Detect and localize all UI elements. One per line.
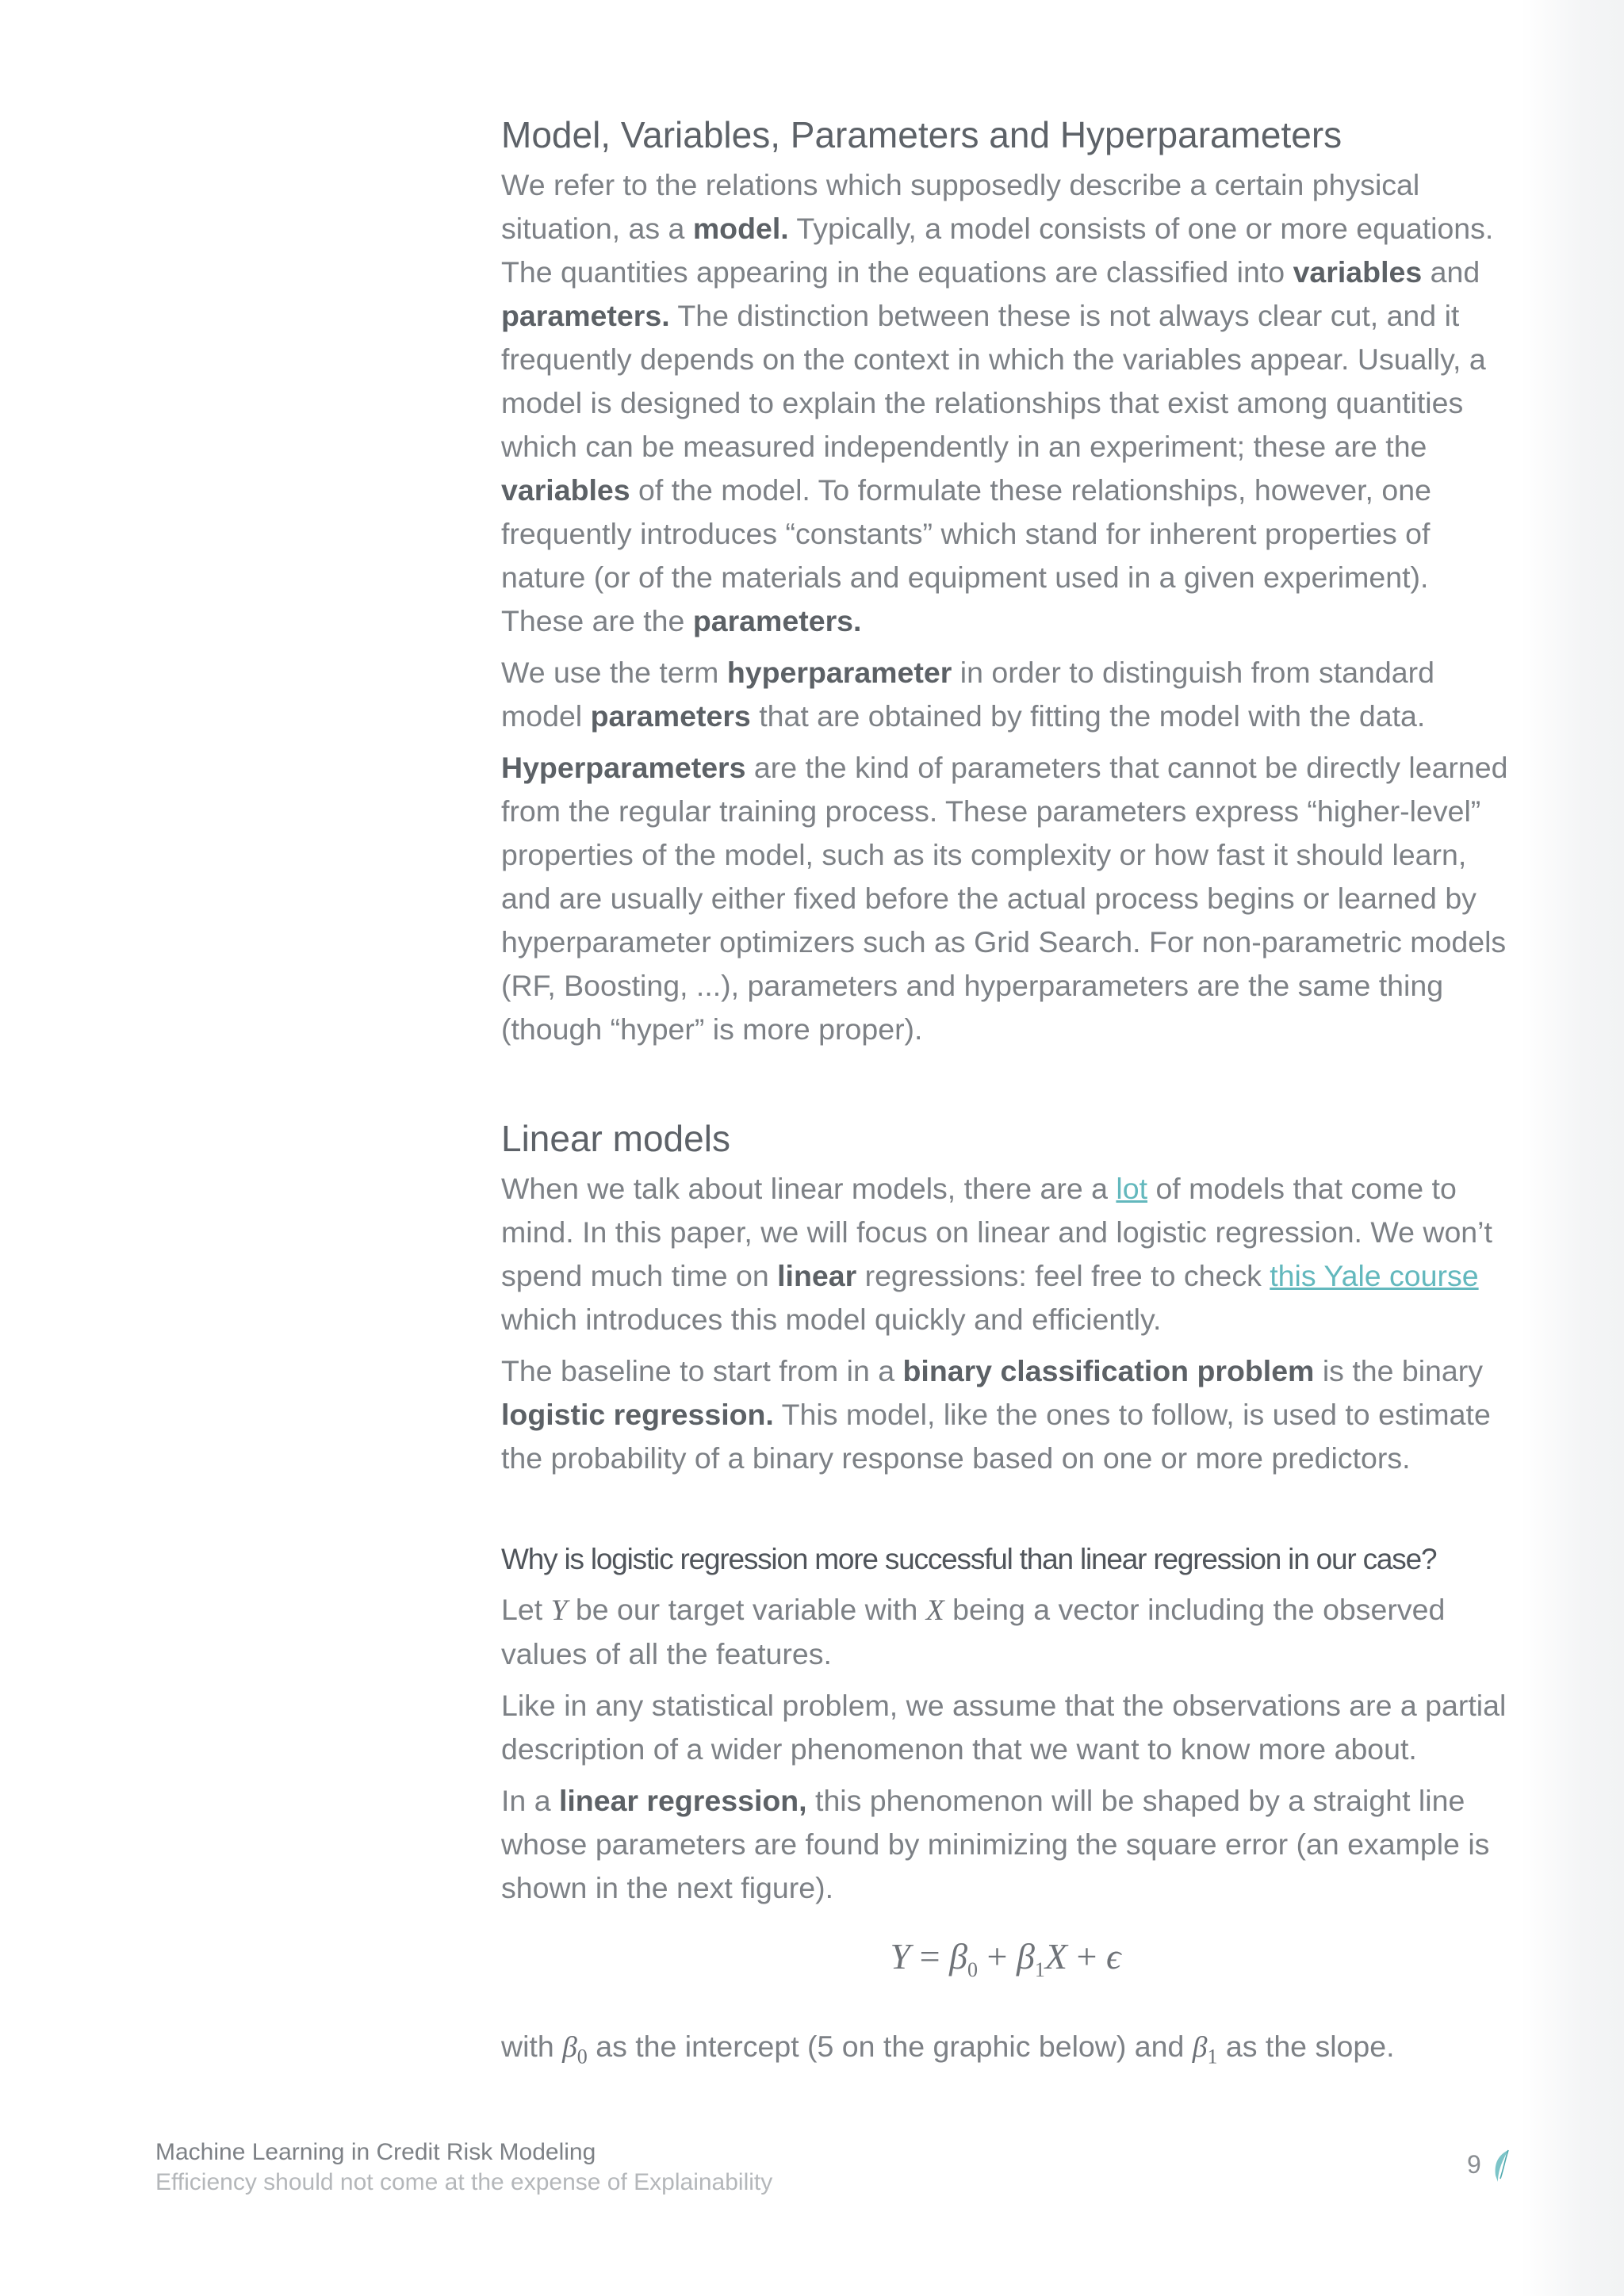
footer — [155, 2137, 772, 2198]
linear-regression-equation: $Y = \beta_0 + \beta_1X + \epsilon$ — [890, 1936, 1121, 1982]
math-beta-1: $\beta_1$ — [1192, 2031, 1218, 2068]
page-edge-shade — [1521, 0, 1624, 2296]
link-lot[interactable]: lot — [1116, 1172, 1148, 1205]
paragraph-statistical-problem: Like in any statistical problem, we assume that the observations are a partial description of a wider phenomenon that we want to know more about. — [501, 1689, 1507, 1766]
math-var-y: Y — [550, 1594, 568, 1627]
paragraph-model-definition: We refer to the relations which supposedly describe a certain physical situation, as a model. Typically, a model consists of one or more equations. The quantities appearing in the equations are classified into variables and parameters. The distinction between these is not always clear cut, and it frequently depends on the context in which the variables appear. Usually, a model is designed to explain the relationships that exist among quantities which can be measured independently in an experiment; these are the variables of the model. To formulate these relationships, however, one frequently introduces “constants” which stand for inherent properties of nature (or of the materials and equipment used in a given experiment). These are the parameters. — [501, 168, 1494, 637]
paragraph-target-variable: Let Y be our target variable with X being a vector including the observed values of all the features. — [501, 1593, 1446, 1670]
section-heading-model: Model, Variables, Parameters and Hyperparameters — [501, 114, 1342, 155]
math-beta-0: $\beta_0$ — [562, 2031, 588, 2068]
paragraph-baseline-logistic: The baseline to start from in a binary classification problem is the binary logistic regression. This model, like the ones to follow, is used to estimate the probability of a binary response based on one or more predictors. — [501, 1354, 1491, 1475]
paragraph-intercept-slope: with $\beta_0$ as the intercept (5 on the graphic below) and $\beta_1$ as the slope. — [501, 2030, 1395, 2068]
paragraph-linear-regression: In a linear regression, this phenomenon will be shaped by a straight line whose parameters are found by minimizing the square error (an example is shown in the next figure). — [501, 1784, 1490, 1904]
paragraph-hyperparameters-definition: Hyperparameters are the kind of parameters that cannot be directly learned from the regular training process. These parameters express “higher-level” properties of the model, such as its complexity or how fast it should learn, and are usually either fixed before the actual process begins or learned by hyperparameter optimizers such as Grid Search. For non-parametric models (RF, Boosting, ...), parameters and hyperparameters are the same thing (though “hyper” is more proper). — [501, 751, 1508, 1046]
section-heading-linear-models: Linear models — [501, 1118, 730, 1159]
paragraph-linear-models-intro: When we talk about linear models, there are a lot of models that come to mind. In this paper, we will focus on linear and logistic regression. We won’t spend much time on linear regressions: feel free to check this Yale course which introduces this model quickly and efficiently. — [501, 1172, 1492, 1336]
page-number: 9 — [1467, 2150, 1481, 2179]
subheading-why-logistic: Why is logistic regression more successful than linear regression in our case? — [501, 1543, 1437, 1575]
paragraph-hyperparameter-term: We use the term hyperparameter in order to distinguish from standard model parameters that are obtained by fitting the model with the data. — [501, 656, 1434, 733]
footer-document-subtitle: Efficiency should not come at the expense of Explainability — [155, 2169, 773, 2195]
feather-logo-icon — [1491, 2149, 1511, 2183]
link-yale-course[interactable]: this Yale course — [1270, 1259, 1479, 1292]
page-content — [501, 109, 1510, 2087]
footer-document-title: Machine Learning in Credit Risk Modeling — [155, 2139, 596, 2165]
math-var-x: X — [925, 1594, 944, 1627]
